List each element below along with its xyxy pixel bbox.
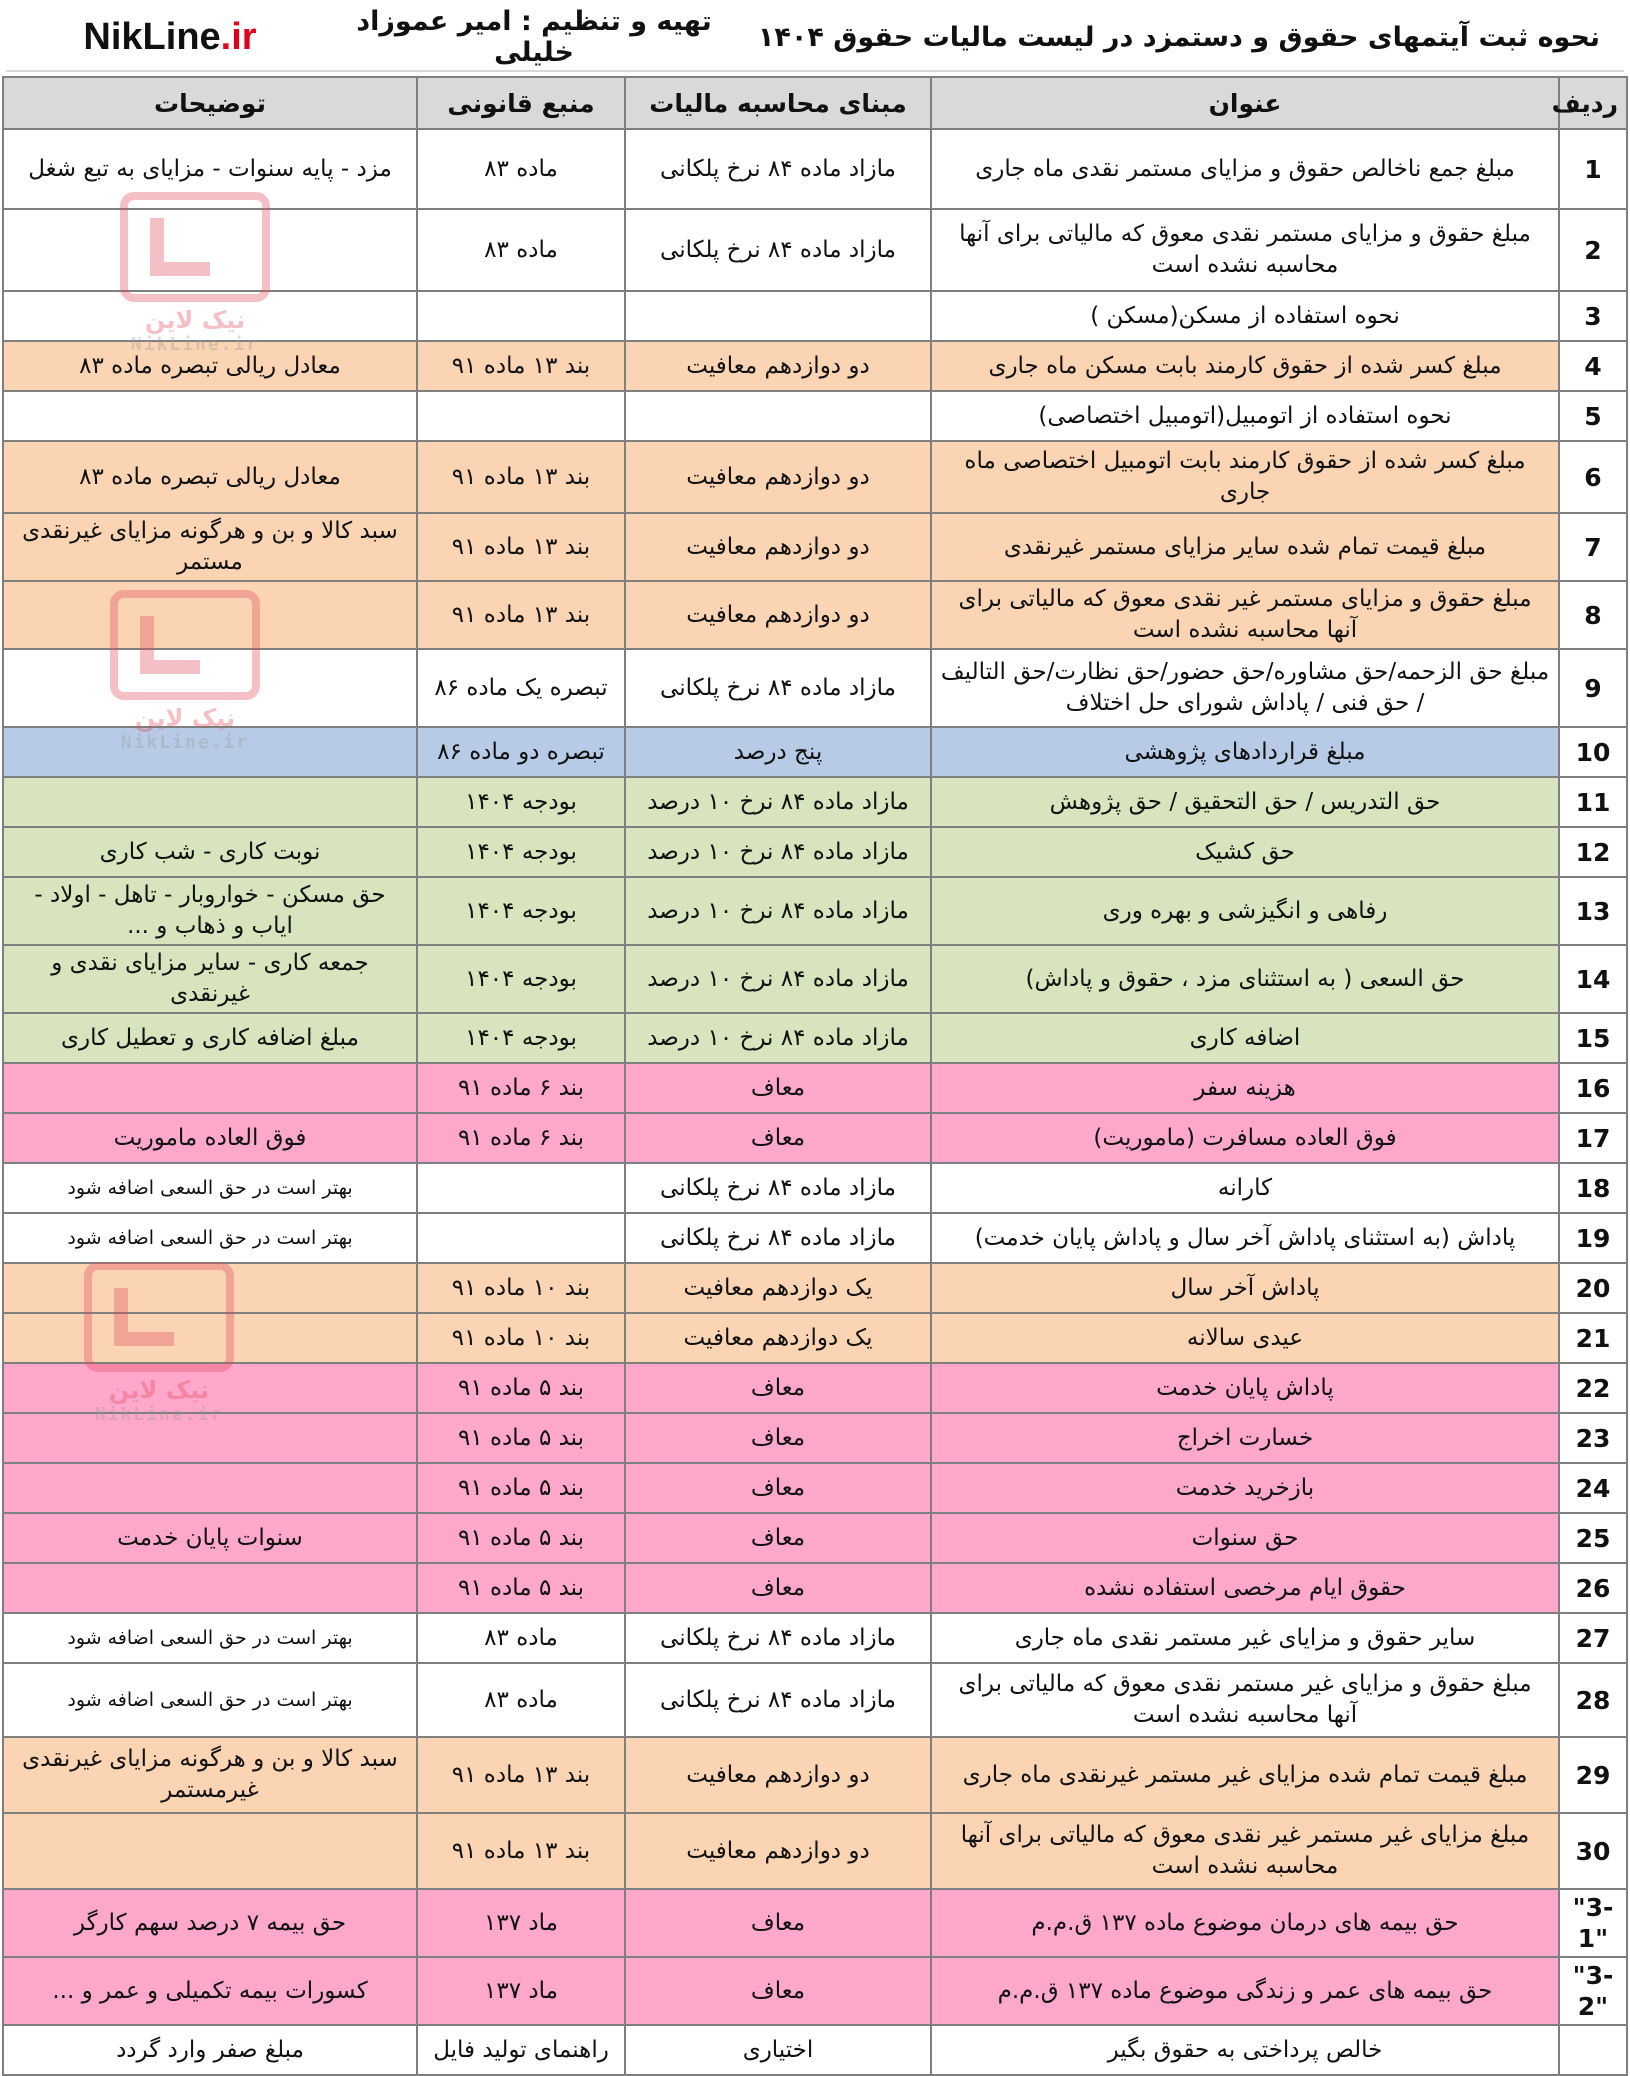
watermark-text: نیک لاین: [134, 704, 236, 732]
cell-legal-source: بودجه ۱۴۰۴: [417, 877, 625, 945]
table-row: [3, 777, 1627, 827]
cell-legal-source: بند ۵ ماده ۹۱: [417, 1363, 625, 1413]
table-row: [3, 649, 1627, 727]
cell-title: حق کشیک: [931, 827, 1559, 877]
cell-notes: [3, 391, 417, 441]
table-body: [3, 129, 1627, 2075]
cell-title: پاداش آخر سال: [931, 1263, 1559, 1313]
cell-legal-source: ماده ۸۳: [417, 129, 625, 209]
cell-legal-source: بند ۱۳ ماده ۹۱: [417, 441, 625, 513]
cell-title: مبلغ مزایای غیر مستمر غیر نقدی معوق که مالیاتی برای آنها محاسبه نشده است: [931, 1813, 1559, 1889]
cell-notes: [3, 1313, 417, 1363]
cell-notes: مبلغ اضافه کاری و تعطیل کاری: [3, 1013, 417, 1063]
cell-notes: حق بیمه ۷ درصد سهم کارگر: [3, 1889, 417, 1957]
cell-title: حق سنوات: [931, 1513, 1559, 1563]
cell-legal-source: [417, 1163, 625, 1213]
cell-legal-source: ماد ۱۳۷: [417, 1957, 625, 2025]
cell-legal-source: بند ۵ ماده ۹۱: [417, 1463, 625, 1513]
table-row: [3, 391, 1627, 441]
table-row: [3, 2025, 1627, 2075]
cell-tax-basis: مازاد ماده ۸۴ نرخ پلکانی: [625, 1613, 931, 1663]
cell-row-number: 11: [1559, 777, 1627, 827]
cell-tax-basis: معاف: [625, 1513, 931, 1563]
cell-tax-basis: معاف: [625, 1957, 931, 2025]
cell-row-number: 21: [1559, 1313, 1627, 1363]
cell-title: خالص پرداختی به حقوق بگیر: [931, 2025, 1559, 2075]
cell-legal-source: تبصره دو ماده ۸۶: [417, 727, 625, 777]
cell-legal-source: [417, 291, 625, 341]
table-row: [3, 1889, 1627, 1957]
cell-title: پاداش (به استثنای پاداش آخر سال و پاداش پایان خدمت): [931, 1213, 1559, 1263]
watermark-site: NikLine.ir: [120, 732, 250, 753]
watermark-text: نیک لاین: [144, 306, 246, 334]
cell-row-number: 9: [1559, 649, 1627, 727]
cell-notes: سنوات پایان خدمت: [3, 1513, 417, 1563]
cell-notes: نوبت کاری - شب کاری: [3, 827, 417, 877]
cell-title: پاداش پایان خدمت: [931, 1363, 1559, 1413]
cell-tax-basis: دو دوازدهم معافیت: [625, 441, 931, 513]
cell-tax-basis: مازاد ماده ۸۴ نرخ ۱۰ درصد: [625, 1013, 931, 1063]
cell-row-number: 7: [1559, 513, 1627, 581]
cell-legal-source: بند ۱۳ ماده ۹۱: [417, 1737, 625, 1813]
cell-legal-source: ماده ۸۳: [417, 1613, 625, 1663]
cell-row-number: 20: [1559, 1263, 1627, 1313]
cell-notes: [3, 1813, 417, 1889]
cell-tax-basis: مازاد ماده ۸۴ نرخ پلکانی: [625, 129, 931, 209]
cell-title: فوق العاده مسافرت (ماموریت): [931, 1113, 1559, 1163]
cell-notes: سبد کالا و بن و هرگونه مزایای غیرنقدی غیرمستمر: [3, 1737, 417, 1813]
cell-notes: جمعه کاری - سایر مزایای نقدی و غیرنقدی: [3, 945, 417, 1013]
cell-legal-source: بند ۶ ماده ۹۱: [417, 1063, 625, 1113]
cell-row-number: 25: [1559, 1513, 1627, 1563]
table-row: [3, 1737, 1627, 1813]
table-row: [3, 1213, 1627, 1263]
cell-title: عیدی سالانه: [931, 1313, 1559, 1363]
cell-title: سایر حقوق و مزایای غیر مستمر نقدی ماه جاری: [931, 1613, 1559, 1663]
table-row: [3, 727, 1627, 777]
cell-row-number: 2: [1559, 209, 1627, 291]
cell-notes: [3, 581, 417, 649]
cell-tax-basis: مازاد ماده ۸۴ نرخ ۱۰ درصد: [625, 827, 931, 877]
table-row: [3, 341, 1627, 391]
cell-legal-source: [417, 1213, 625, 1263]
table-header-row: [3, 77, 1627, 129]
cell-title: مبلغ کسر شده از حقوق کارمند بابت مسکن ماه جاری: [931, 341, 1559, 391]
cell-legal-source: بودجه ۱۴۰۴: [417, 827, 625, 877]
table-row: [3, 441, 1627, 513]
cell-row-number: 30: [1559, 1813, 1627, 1889]
cell-row-number: 29: [1559, 1737, 1627, 1813]
cell-title: اضافه کاری: [931, 1013, 1559, 1063]
table-row: [3, 1513, 1627, 1563]
cell-legal-source: راهنمای تولید فایل: [417, 2025, 625, 2075]
cell-row-number: 12: [1559, 827, 1627, 877]
cell-legal-source: بند ۱۳ ماده ۹۱: [417, 1813, 625, 1889]
column-header-notes: توضیحات: [3, 77, 417, 129]
cell-legal-source: بند ۱۳ ماده ۹۱: [417, 341, 625, 391]
table-row: [3, 1663, 1627, 1737]
column-header-row-number: ردیف: [1559, 77, 1627, 129]
watermark-text: نیک لاین: [108, 1376, 210, 1404]
table-row: [3, 1113, 1627, 1163]
table-row: [3, 1813, 1627, 1889]
watermark-site: NikLine.ir: [94, 1404, 224, 1425]
table-row: [3, 1413, 1627, 1463]
cell-row-number: 5: [1559, 391, 1627, 441]
payroll-tax-table: [2, 76, 1628, 2076]
cell-legal-source: بودجه ۱۴۰۴: [417, 945, 625, 1013]
cell-tax-basis: دو دوازدهم معافیت: [625, 1813, 931, 1889]
cell-legal-source: ماد ۱۳۷: [417, 1889, 625, 1957]
cell-tax-basis: [625, 291, 931, 341]
cell-legal-source: بند ۱۰ ماده ۹۱: [417, 1313, 625, 1363]
table-row: [3, 1613, 1627, 1663]
column-header-legal-source: منبع قانونی: [417, 77, 625, 129]
cell-title: کارانه: [931, 1163, 1559, 1213]
table-row: [3, 1957, 1627, 2025]
cell-title: حق بیمه های درمان موضوع ماده ۱۳۷ ق.م.م: [931, 1889, 1559, 1957]
cell-legal-source: بند ۱۰ ماده ۹۱: [417, 1263, 625, 1313]
cell-row-number: 26: [1559, 1563, 1627, 1613]
cell-title: حق السعی ( به استثنای مزد ، حقوق و پاداش): [931, 945, 1559, 1013]
cell-tax-basis: [625, 391, 931, 441]
cell-tax-basis: مازاد ماده ۸۴ نرخ ۱۰ درصد: [625, 777, 931, 827]
cell-title: هزینه سفر: [931, 1063, 1559, 1113]
cell-notes: [3, 777, 417, 827]
brand-logo: [6, 16, 334, 59]
cell-tax-basis: اختیاری: [625, 2025, 931, 2075]
table-row: [3, 1363, 1627, 1413]
cell-row-number: 15: [1559, 1013, 1627, 1063]
cell-title: نحوه استفاده از اتومبیل(اتومبیل اختصاصی): [931, 391, 1559, 441]
cell-row-number: 27: [1559, 1613, 1627, 1663]
table-row: [3, 513, 1627, 581]
author-credit: تهیه و تنظیم : امیر عموزاد خلیلی: [356, 6, 712, 68]
cell-tax-basis: معاف: [625, 1889, 931, 1957]
cell-notes: بهتر است در حق السعی اضافه شود: [3, 1613, 417, 1663]
cell-tax-basis: معاف: [625, 1563, 931, 1613]
cell-notes: کسورات بیمه تکمیلی و عمر و ...: [3, 1957, 417, 2025]
table-row: [3, 945, 1627, 1013]
cell-legal-source: [417, 391, 625, 441]
cell-legal-source: بودجه ۱۴۰۴: [417, 1013, 625, 1063]
cell-legal-source: تبصره یک ماده ۸۶: [417, 649, 625, 727]
cell-row-number: "3-2": [1559, 1957, 1627, 2025]
cell-legal-source: ماده ۸۳: [417, 209, 625, 291]
cell-legal-source: بودجه ۱۴۰۴: [417, 777, 625, 827]
table-row: [3, 1013, 1627, 1063]
cell-tax-basis: مازاد ماده ۸۴ نرخ ۱۰ درصد: [625, 877, 931, 945]
cell-title: مبلغ قراردادهای پژوهشی: [931, 727, 1559, 777]
cell-tax-basis: معاف: [625, 1063, 931, 1113]
cell-row-number: 23: [1559, 1413, 1627, 1463]
cell-title: مبلغ جمع ناخالص حقوق و مزایای مستمر نقدی ماه جاری: [931, 129, 1559, 209]
cell-legal-source: ماده ۸۳: [417, 1663, 625, 1737]
cell-tax-basis: معاف: [625, 1463, 931, 1513]
cell-notes: [3, 1563, 417, 1613]
cell-legal-source: بند ۵ ماده ۹۱: [417, 1413, 625, 1463]
cell-notes: [3, 649, 417, 727]
cell-notes: معادل ریالی تبصره ماده ۸۳: [3, 341, 417, 391]
cell-notes: [3, 291, 417, 341]
cell-title: بازخرید خدمت: [931, 1463, 1559, 1513]
brand-domain: .ir: [220, 15, 257, 58]
cell-row-number: 1: [1559, 129, 1627, 209]
cell-row-number: 4: [1559, 341, 1627, 391]
cell-notes: بهتر است در حق السعی اضافه شود: [3, 1663, 417, 1737]
cell-row-number: 22: [1559, 1363, 1627, 1413]
cell-notes: سبد کالا و بن و هرگونه مزایای غیرنقدی مستمر: [3, 513, 417, 581]
cell-notes: [3, 727, 417, 777]
cell-row-number: 28: [1559, 1663, 1627, 1737]
document-title: نحوه ثبت آیتمهای حقوق و دستمزد در لیست مالیات حقوق ۱۴۰۴: [757, 21, 1601, 53]
cell-tax-basis: مازاد ماده ۸۴ نرخ ۱۰ درصد: [625, 945, 931, 1013]
cell-tax-basis: معاف: [625, 1363, 931, 1413]
cell-row-number: "3-1": [1559, 1889, 1627, 1957]
cell-title: خسارت اخراج: [931, 1413, 1559, 1463]
cell-notes: بهتر است در حق السعی اضافه شود: [3, 1163, 417, 1213]
cell-title: حقوق ایام مرخصی استفاده نشده: [931, 1563, 1559, 1613]
cell-title: حق بیمه های عمر و زندگی موضوع ماده ۱۳۷ ق.م.م: [931, 1957, 1559, 2025]
cell-row-number: 19: [1559, 1213, 1627, 1263]
cell-tax-basis: دو دوازدهم معافیت: [625, 341, 931, 391]
cell-tax-basis: یک دوازدهم معافیت: [625, 1263, 931, 1313]
document-header: [6, 4, 1624, 72]
cell-notes: مزد - پایه سنوات - مزایای به تبع شغل: [3, 129, 417, 209]
watermark-site: NikLine.ir: [130, 334, 260, 355]
cell-title: نحوه استفاده از مسکن(مسکن ): [931, 291, 1559, 341]
table-row: [3, 1563, 1627, 1613]
cell-tax-basis: معاف: [625, 1413, 931, 1463]
cell-tax-basis: مازاد ماده ۸۴ نرخ پلکانی: [625, 1663, 931, 1737]
table-row: [3, 1463, 1627, 1513]
cell-notes: [3, 1363, 417, 1413]
brand-name: NikLine: [83, 15, 221, 58]
table-row: [3, 291, 1627, 341]
cell-row-number: 10: [1559, 727, 1627, 777]
cell-title: مبلغ حقوق و مزایای مستمر غیر نقدی معوق که مالیاتی برای آنها محاسبه نشده است: [931, 581, 1559, 649]
cell-legal-source: بند ۱۳ ماده ۹۱: [417, 581, 625, 649]
cell-legal-source: بند ۵ ماده ۹۱: [417, 1513, 625, 1563]
cell-notes: مبلغ صفر وارد گردد: [3, 2025, 417, 2075]
cell-tax-basis: مازاد ماده ۸۴ نرخ پلکانی: [625, 1163, 931, 1213]
cell-title: مبلغ حق الزحمه/حق مشاوره/حق حضور/حق نظارت/حق التالیف / حق فنی / پاداش شورای حل اختلاف: [931, 649, 1559, 727]
table-row: [3, 209, 1627, 291]
table-row: [3, 1263, 1627, 1313]
cell-tax-basis: معاف: [625, 1113, 931, 1163]
cell-legal-source: بند ۶ ماده ۹۱: [417, 1113, 625, 1163]
cell-notes: معادل ریالی تبصره ماده ۸۳: [3, 441, 417, 513]
column-header-title: عنوان: [931, 77, 1559, 129]
cell-tax-basis: دو دوازدهم معافیت: [625, 1737, 931, 1813]
cell-title: رفاهی و انگیزشی و بهره وری: [931, 877, 1559, 945]
cell-tax-basis: پنج درصد: [625, 727, 931, 777]
cell-tax-basis: مازاد ماده ۸۴ نرخ پلکانی: [625, 209, 931, 291]
cell-notes: [3, 1413, 417, 1463]
cell-tax-basis: مازاد ماده ۸۴ نرخ پلکانی: [625, 649, 931, 727]
cell-row-number: 16: [1559, 1063, 1627, 1113]
cell-title: حق التدریس / حق التحقیق / حق پژوهش: [931, 777, 1559, 827]
cell-title: مبلغ قیمت تمام شده سایر مزایای مستمر غیرنقدی: [931, 513, 1559, 581]
cell-row-number: 6: [1559, 441, 1627, 513]
table-row: [3, 581, 1627, 649]
cell-title: مبلغ کسر شده از حقوق کارمند بابت اتومبیل اختصاصی ماه جاری: [931, 441, 1559, 513]
cell-notes: [3, 1463, 417, 1513]
cell-title: مبلغ حقوق و مزایای مستمر نقدی معوق که مالیاتی برای آنها محاسبه نشده است: [931, 209, 1559, 291]
table-row: [3, 827, 1627, 877]
cell-notes: [3, 1263, 417, 1313]
cell-row-number: 18: [1559, 1163, 1627, 1213]
column-header-tax-basis: مبنای محاسبه مالیات: [625, 77, 931, 129]
cell-legal-source: بند ۵ ماده ۹۱: [417, 1563, 625, 1613]
cell-notes: حق مسکن - خواروبار - تاهل - اولاد - ایاب و ذهاب و ...: [3, 877, 417, 945]
cell-row-number: 14: [1559, 945, 1627, 1013]
table-row: [3, 1163, 1627, 1213]
cell-notes: فوق العاده ماموریت: [3, 1113, 417, 1163]
cell-row-number: 3: [1559, 291, 1627, 341]
cell-title: مبلغ قیمت تمام شده مزایای غیر مستمر غیرنقدی ماه جاری: [931, 1737, 1559, 1813]
cell-legal-source: بند ۱۳ ماده ۹۱: [417, 513, 625, 581]
cell-row-number: 13: [1559, 877, 1627, 945]
cell-notes: بهتر است در حق السعی اضافه شود: [3, 1213, 417, 1263]
cell-tax-basis: دو دوازدهم معافیت: [625, 581, 931, 649]
cell-tax-basis: دو دوازدهم معافیت: [625, 513, 931, 581]
cell-row-number: 8: [1559, 581, 1627, 649]
cell-notes: [3, 1063, 417, 1113]
cell-row-number: 24: [1559, 1463, 1627, 1513]
cell-row-number: [1559, 2025, 1627, 2075]
cell-tax-basis: مازاد ماده ۸۴ نرخ پلکانی: [625, 1213, 931, 1263]
table-row: [3, 1063, 1627, 1113]
table-row: [3, 1313, 1627, 1363]
table-row: [3, 129, 1627, 209]
cell-title: مبلغ حقوق و مزایای غیر مستمر نقدی معوق که مالیاتی برای آنها محاسبه نشده است: [931, 1663, 1559, 1737]
cell-notes: [3, 209, 417, 291]
cell-tax-basis: یک دوازدهم معافیت: [625, 1313, 931, 1363]
cell-row-number: 17: [1559, 1113, 1627, 1163]
table-row: [3, 877, 1627, 945]
